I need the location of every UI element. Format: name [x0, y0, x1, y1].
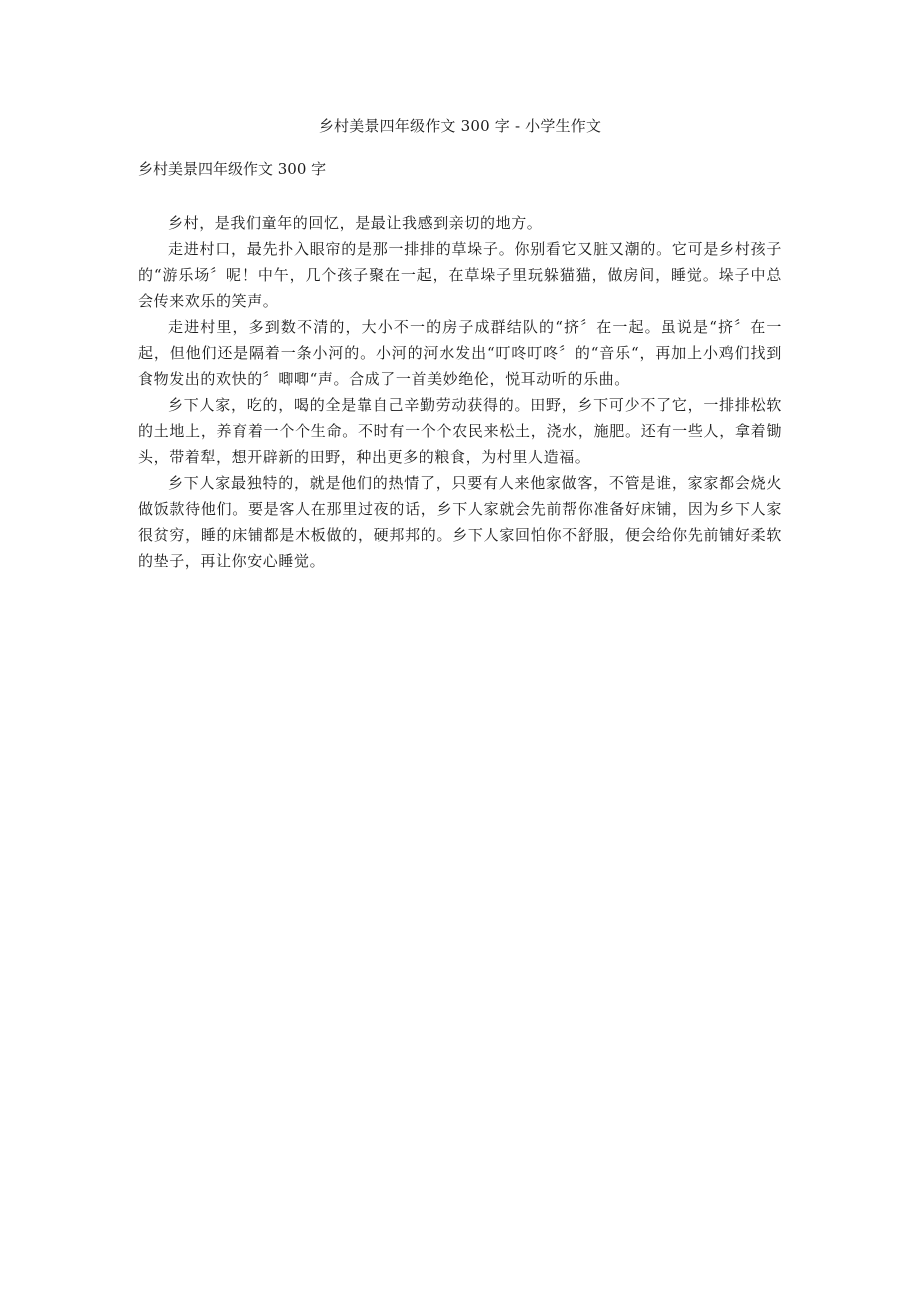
- paragraph-4: 乡下人家，吃的，喝的全是靠自己辛勤劳动获得的。田野，乡下可少不了它，一排排松软的土地上，养育着一个个生命。不时有一个个农民来松土，浇水，施肥。还有一些人，拿着锄头，带着犁，想开辟新的田野，种出更多的粮食，为村里人造福。: [138, 396, 782, 466]
- document-title: 乡村美景四年级作文 300 字 - 小学生作文: [318, 117, 602, 135]
- paragraph-1: 乡村，是我们童年的回忆，是最让我感到亲切的地方。: [168, 214, 543, 232]
- paragraph-5: 乡下人家最独特的，就是他们的热情了，只要有人来他家做客，不管是谁，家家都会烧火做饭款待他们。要是客人在那里过夜的话，乡下人家就会先前帮你准备好床铺，因为乡下人家很贫穷，睡的床铺都是木板做的，硬邦邦的。乡下人家回怕你不舒服，便会给你先前铺好柔软的垫子，再让你安心睡觉。: [138, 474, 782, 570]
- paragraph-2: 走进村口，最先扑入眼帘的是那一排排的草垛子。你别看它又脏又潮的。它可是乡村孩子的“游乐场〞呢！中午，几个孩子聚在一起，在草垛子里玩躲猫猫，做房间，睡觉。垛子中总会传来欢乐的笑声。: [138, 240, 782, 310]
- document-subtitle: 乡村美景四年级作文 300 字: [138, 160, 327, 178]
- paragraph-3: 走进村里，多到数不清的，大小不一的房子成群结队的“挤〞在一起。虽说是“挤〞在一起，但他们还是隔着一条小河的。小河的河水发出“叮咚叮咚〞的“音乐“，再加上小鸡们找到食物发出的欢快的〞唧唧“声。合成了一首美妙绝伦，悦耳动听的乐曲。: [138, 318, 782, 388]
- document-body: [138, 210, 782, 574]
